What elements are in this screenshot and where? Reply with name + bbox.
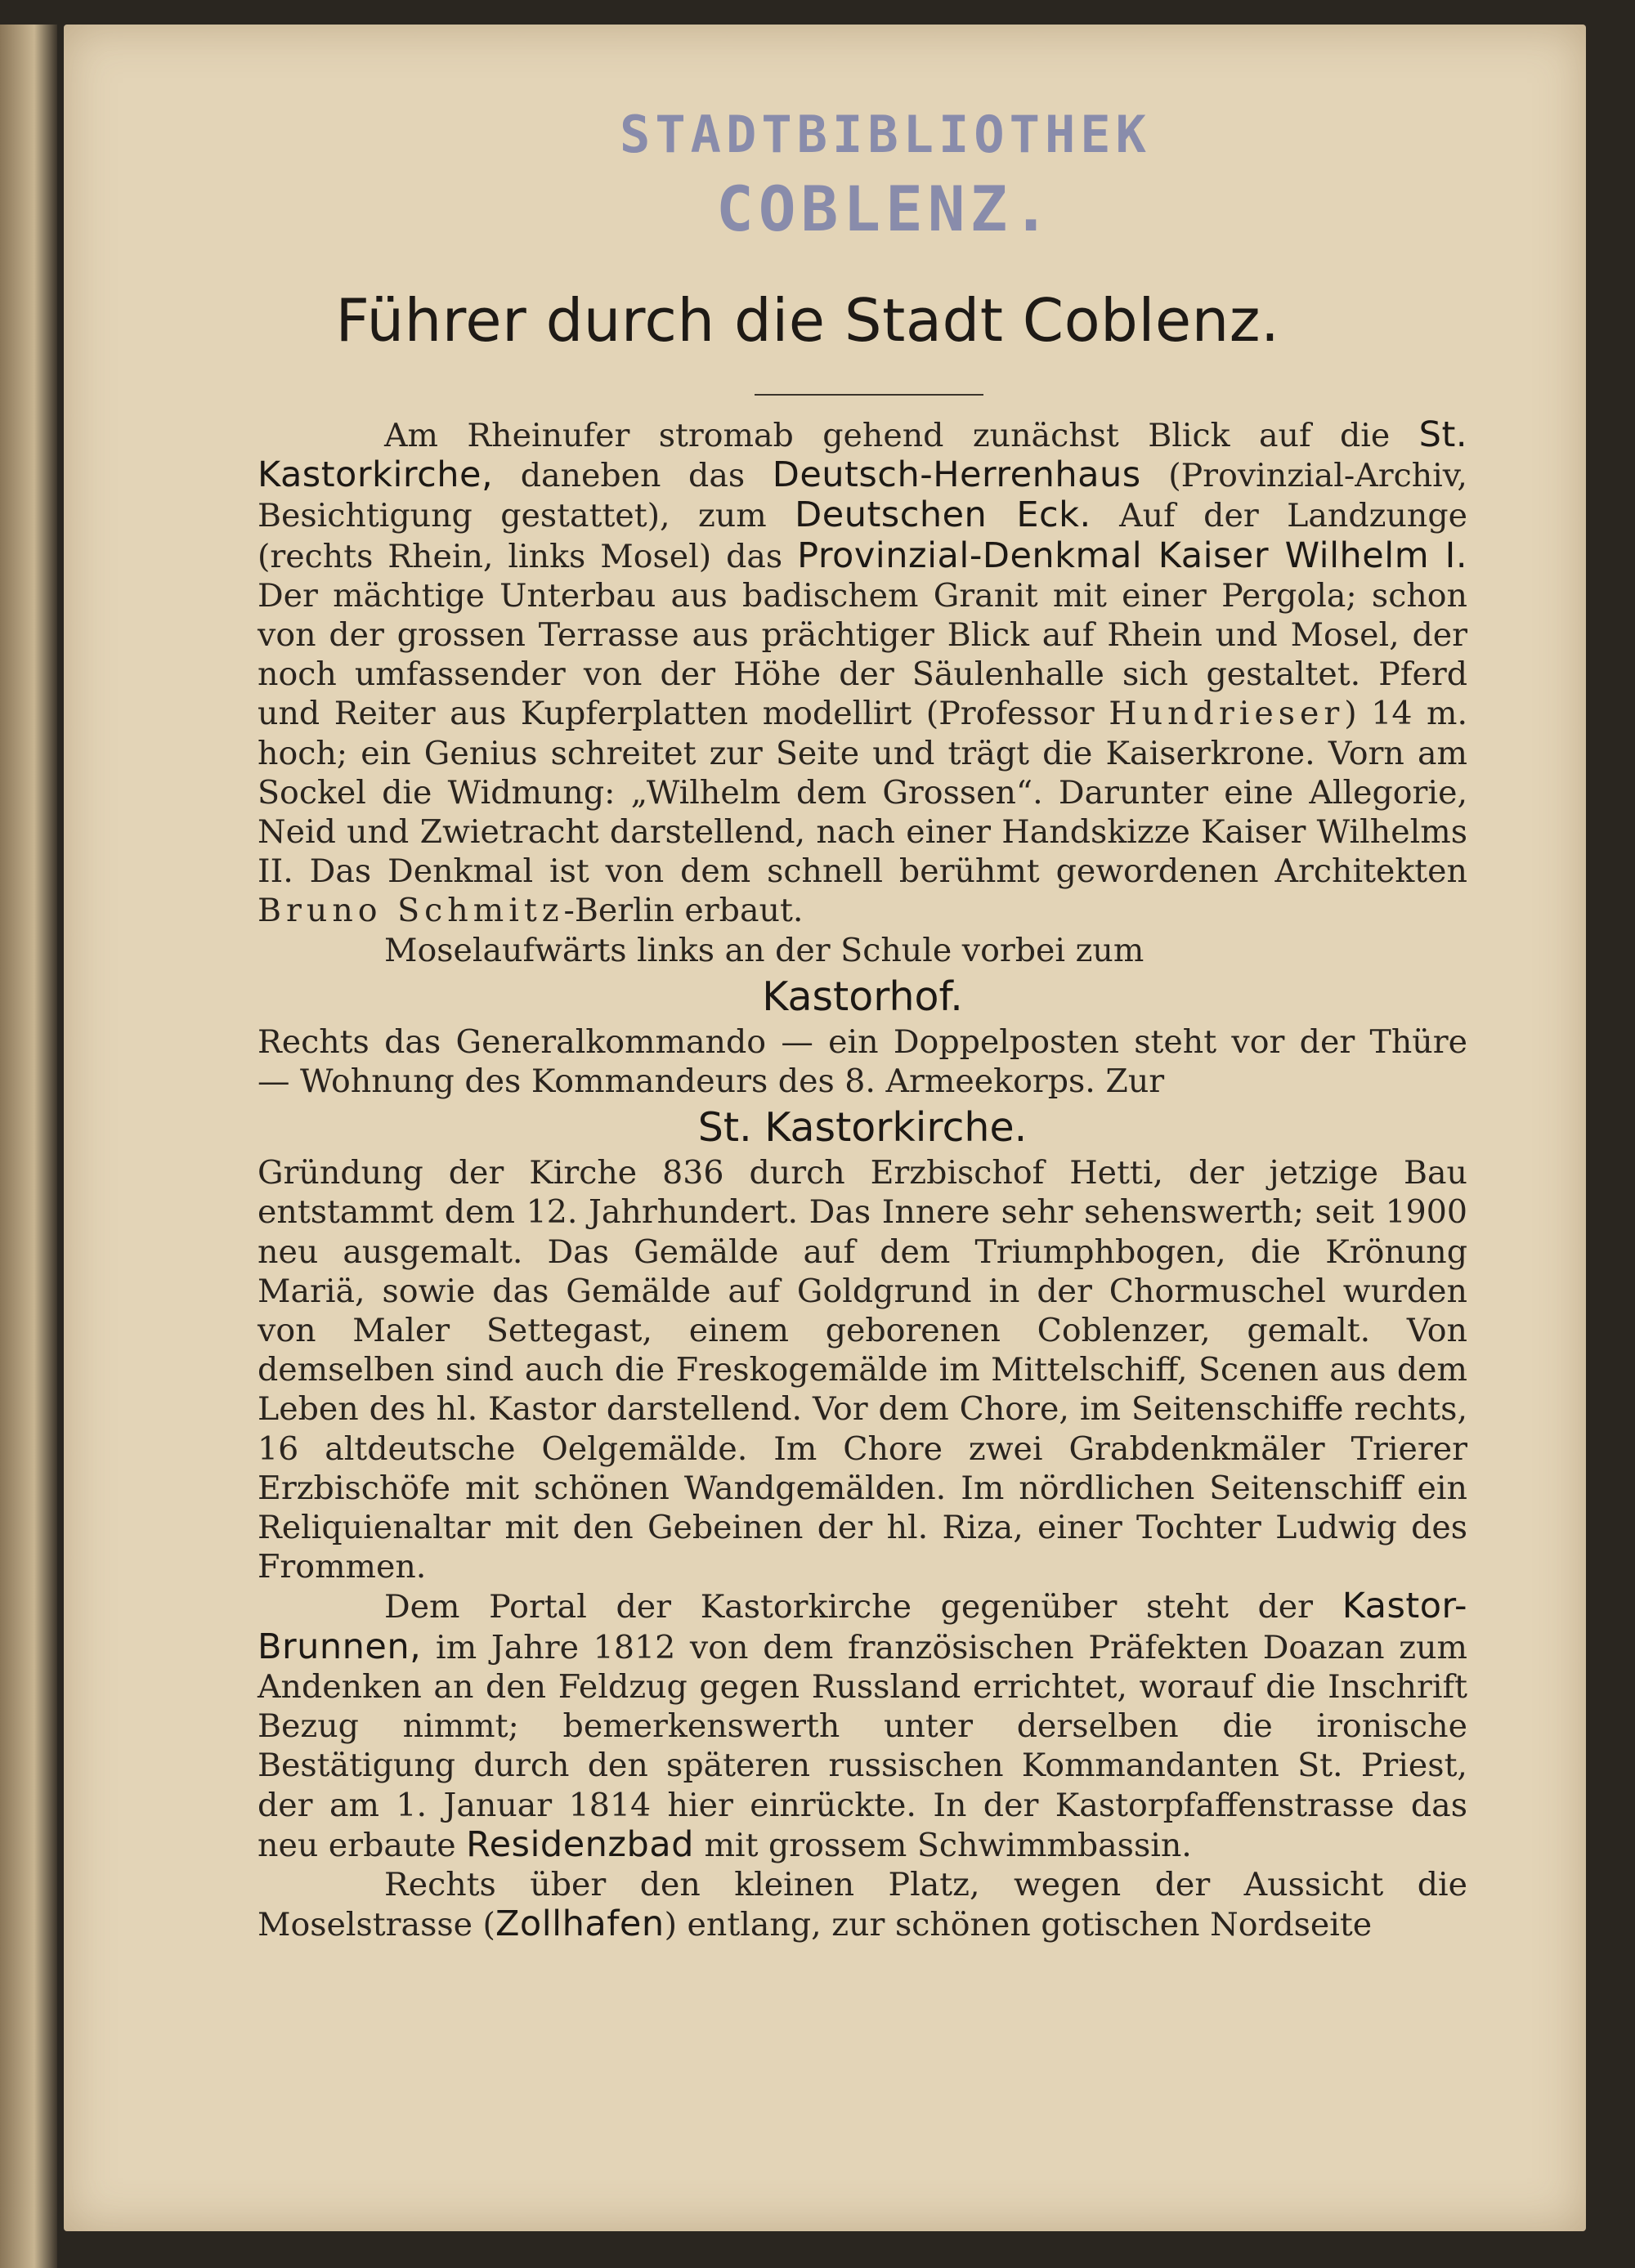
text-run: Der mächtige Unterbau aus badischem Granit mit einer Pergola; schon von der grossen Terrasse aus prächtiger Blick auf Rhein und Mosel, der noch umfassender von der Höhe der Säulenhalle sich gestaltet. Pferd und Reiter aus Kupferplatten modellirt (Professor — [258, 576, 1467, 733]
paragraph-zollhafen — [258, 1865, 1467, 1944]
highlight-zollhafen: Zollhafen — [495, 1903, 665, 1945]
paragraph-kastorhof: Rechts das Generalkommando — ein Doppelposten steht vor der Thüre — Wohnung des Kommandeurs des 8. Armeekorps. Zur — [258, 1022, 1467, 1101]
stamp-line-1: STADTBIBLIOTHEK — [620, 105, 1151, 164]
name-bruno-schmitz: Bruno Schmitz — [258, 892, 564, 930]
text-run: Auf der Landzunge (rechts Rhein, links Mosel) das — [258, 497, 1467, 575]
stamp-line-2: COBLENZ. — [715, 172, 1055, 245]
title-divider — [755, 394, 983, 396]
library-stamp — [497, 102, 1274, 246]
name-hundrieser: Hundrieser — [1109, 695, 1345, 733]
paragraph-kastorkirche: Gründung der Kirche 836 durch Erzbischof Hetti, der jetzige Bau entstammt dem 12. Jahrhundert. Das Innere sehr sehenswerth; seit 1900 neu ausgemalt. Das Gemälde auf dem Triumphbogen, die Krönung Mariä, sowie das Gemälde auf Goldgrund in der Chormuschel wurden von Maler Settegast, einem geborenen Coblenzer, gemalt. Von demselben sind auch die Freskogemälde im Mittelschiff, Scenen aus dem Leben des hl. Kastor darstellend. Vor dem Chore, im Seitenschiffe rechts, 16 altdeutsche Oelgemälde. Im Chore zwei Grabdenkmäler Trierer Erzbischöfe mit schönen Wandgemälden. Im nördlichen Seitenschiff ein Reliquienaltar mit den Gebeinen der hl. Riza, einer Tochter Ludwig des Frommen. — [258, 1154, 1467, 1586]
text-run: Dem Portal der Kastorkirche gegenüber steht der — [384, 1588, 1342, 1626]
page-body — [258, 415, 1467, 1944]
heading-kastorkirche: St. Kastorkirche. — [697, 1104, 1028, 1152]
highlight-provinzial-denkmal: Provinzial-Denkmal Kaiser Wilhelm I. — [797, 535, 1467, 576]
book-page — [64, 25, 1586, 2231]
text-run: ) 14 m. hoch; ein Genius schreitet zur Seite und trägt die Kaiserkrone. Vorn am Sockel die Widmung: „Wilhelm dem Grossen“. Darunter eine Allegorie, Neid und Zwietracht darstellend, nach einer Handskizze Kaiser Wilhelms II. Das Denkmal ist von dem schnell berühmt gewordenen Architekten — [258, 695, 1468, 891]
text-run: daneben das — [493, 457, 773, 495]
paragraph-moselaufwaerts: Moselaufwärts links an der Schule vorbei zum — [384, 931, 1144, 969]
text-run: -Berlin erbaut. — [563, 892, 804, 930]
paragraph-denkmal — [258, 415, 1467, 931]
paragraph-kastor-brunnen — [258, 1586, 1467, 1864]
adjacent-page-edge — [0, 25, 57, 2268]
page-title: Führer durch die Stadt Coblenz. — [335, 286, 1280, 355]
highlight-deutsches-eck: Deutschen Eck. — [795, 494, 1091, 536]
text-run: Am Rheinufer stromab gehend zunächst Blick auf die — [384, 417, 1419, 454]
text-run: ) entlang, zur schönen gotischen Nordseite — [664, 1906, 1373, 1944]
text-run: im Jahre 1812 von dem französischen Präfekten Doazan zum Andenken an den Feldzug gegen Russland errichtet, worauf die Inschrift Bezug nimmt; bemerkenswerth unter derselben die ironische Bestätigung durch den späteren russischen Kommandanten St. Priest, der am 1. Januar 1814 hier einrückte. In der Kastorpfaffenstrasse das neu erbaute — [258, 1628, 1467, 1864]
highlight-kastor-brunnen: Kastor-Brunnen, — [258, 1586, 1467, 1667]
highlight-kastorkirche: St. Kastorkirche, — [258, 414, 1467, 496]
text-run: mit grossem Schwimmbassin. — [693, 1826, 1192, 1864]
text-run: (Provinzial-Archiv, Besichtigung gestattet), zum — [258, 457, 1467, 535]
text-run: Rechts über den kleinen Platz, wegen der Aussicht die Moselstrasse ( — [258, 1865, 1467, 1944]
highlight-residenzbad: Residenzbad — [466, 1823, 694, 1865]
highlight-deutsch-herrenhaus: Deutsch-Herrenhaus — [772, 454, 1141, 496]
heading-kastorhof: Kastorhof. — [762, 973, 963, 1020]
